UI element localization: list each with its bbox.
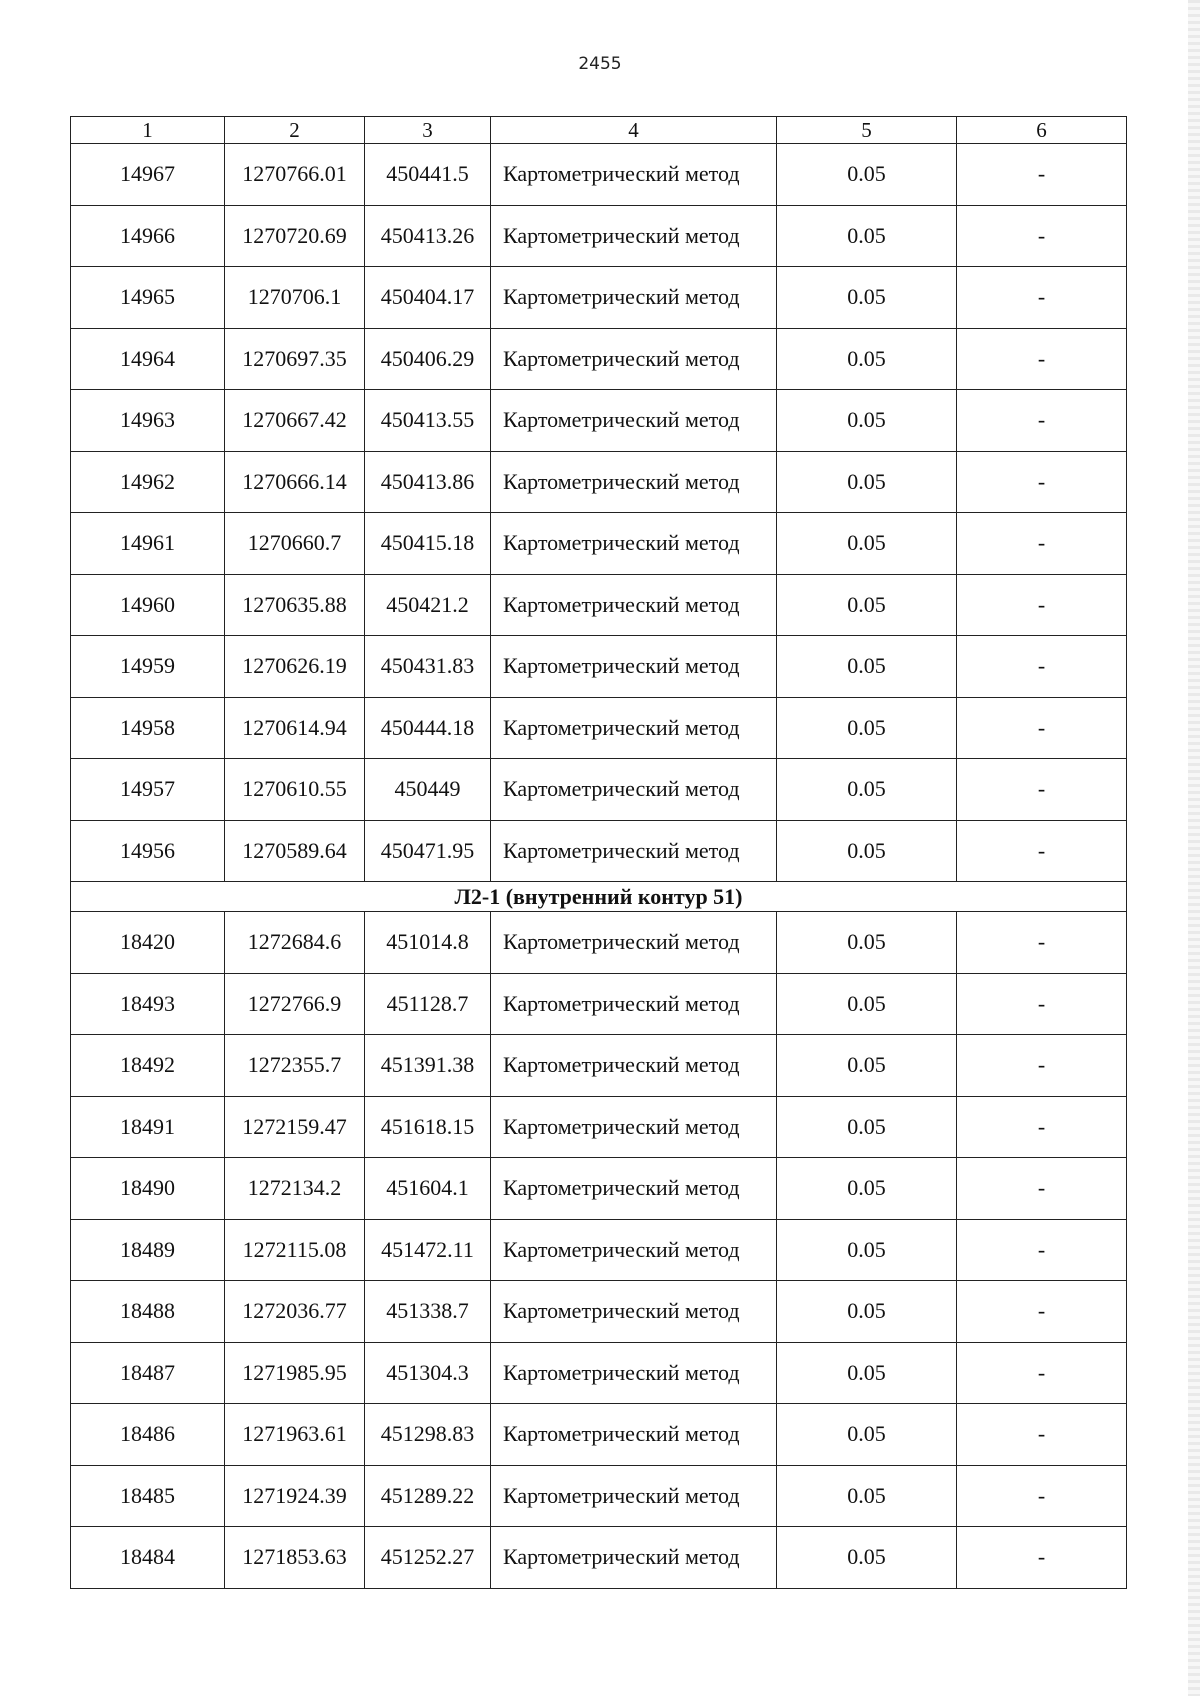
table-cell: 0.05 bbox=[777, 1158, 957, 1220]
table-cell: 1272159.47 bbox=[225, 1096, 365, 1158]
table-cell: - bbox=[957, 205, 1127, 267]
table-row bbox=[71, 144, 1127, 206]
table-cell: - bbox=[957, 144, 1127, 206]
table-cell: 451618.15 bbox=[365, 1096, 491, 1158]
table-cell: 451252.27 bbox=[365, 1527, 491, 1589]
column-header: 4 bbox=[491, 117, 777, 144]
table-cell: 0.05 bbox=[777, 912, 957, 974]
table-cell: 0.05 bbox=[777, 1096, 957, 1158]
table-row bbox=[71, 912, 1127, 974]
table-body bbox=[71, 144, 1127, 1589]
table-cell: 1270660.7 bbox=[225, 513, 365, 575]
table-cell: 451391.38 bbox=[365, 1035, 491, 1097]
table-cell: 1270635.88 bbox=[225, 574, 365, 636]
table-cell: Картометрический метод bbox=[491, 1219, 777, 1281]
table-cell: Картометрический метод bbox=[491, 759, 777, 821]
table-cell: 1272766.9 bbox=[225, 973, 365, 1035]
table-row bbox=[71, 205, 1127, 267]
table-cell: 1272036.77 bbox=[225, 1281, 365, 1343]
table-cell: Картометрический метод bbox=[491, 636, 777, 698]
table-cell: Картометрический метод bbox=[491, 1342, 777, 1404]
table-row bbox=[71, 1527, 1127, 1589]
table-cell: 0.05 bbox=[777, 267, 957, 329]
column-header: 5 bbox=[777, 117, 957, 144]
table-cell: 0.05 bbox=[777, 1527, 957, 1589]
table-cell: 1271963.61 bbox=[225, 1404, 365, 1466]
table-cell: 18487 bbox=[71, 1342, 225, 1404]
table-cell: 14966 bbox=[71, 205, 225, 267]
table-row bbox=[71, 451, 1127, 513]
table-cell: - bbox=[957, 1096, 1127, 1158]
table-cell: 450413.26 bbox=[365, 205, 491, 267]
table-row bbox=[71, 1281, 1127, 1343]
table-row bbox=[71, 390, 1127, 452]
table-cell: 1270667.42 bbox=[225, 390, 365, 452]
table-row bbox=[71, 1158, 1127, 1220]
column-header: 3 bbox=[365, 117, 491, 144]
coordinates-table bbox=[70, 116, 1127, 1589]
table-cell: Картометрический метод bbox=[491, 1158, 777, 1220]
table-cell: 1270614.94 bbox=[225, 697, 365, 759]
table-cell: - bbox=[957, 1527, 1127, 1589]
table-cell: 18492 bbox=[71, 1035, 225, 1097]
table-cell: 450421.2 bbox=[365, 574, 491, 636]
table-cell: Картометрический метод bbox=[491, 1096, 777, 1158]
table-cell: - bbox=[957, 1465, 1127, 1527]
table-cell: 14962 bbox=[71, 451, 225, 513]
table-row bbox=[71, 1219, 1127, 1281]
table-cell: 450441.5 bbox=[365, 144, 491, 206]
table-cell: 0.05 bbox=[777, 759, 957, 821]
table-cell: 450413.86 bbox=[365, 451, 491, 513]
table-cell: 1271853.63 bbox=[225, 1527, 365, 1589]
table-cell: 0.05 bbox=[777, 1342, 957, 1404]
table-cell: 0.05 bbox=[777, 1465, 957, 1527]
table-cell: 0.05 bbox=[777, 574, 957, 636]
table-cell: - bbox=[957, 1404, 1127, 1466]
table-cell: Картометрический метод bbox=[491, 205, 777, 267]
table-row bbox=[71, 1404, 1127, 1466]
table-row bbox=[71, 636, 1127, 698]
table-cell: 0.05 bbox=[777, 328, 957, 390]
table-cell: - bbox=[957, 390, 1127, 452]
table-cell: Картометрический метод bbox=[491, 1035, 777, 1097]
table-cell: 451338.7 bbox=[365, 1281, 491, 1343]
table-cell: 450413.55 bbox=[365, 390, 491, 452]
table-cell: 0.05 bbox=[777, 973, 957, 1035]
table-cell: 14956 bbox=[71, 820, 225, 882]
table-cell: 451014.8 bbox=[365, 912, 491, 974]
table-cell: 0.05 bbox=[777, 513, 957, 575]
column-header: 2 bbox=[225, 117, 365, 144]
table-cell: 1272355.7 bbox=[225, 1035, 365, 1097]
table-cell: 0.05 bbox=[777, 144, 957, 206]
table-cell: 1271924.39 bbox=[225, 1465, 365, 1527]
table-cell: 1270610.55 bbox=[225, 759, 365, 821]
table-cell: Картометрический метод bbox=[491, 144, 777, 206]
table-cell: 18490 bbox=[71, 1158, 225, 1220]
table-cell: 18420 bbox=[71, 912, 225, 974]
table-cell: - bbox=[957, 513, 1127, 575]
table-row bbox=[71, 1096, 1127, 1158]
section-title: Л2-1 (внутренний контур 51) bbox=[71, 882, 1127, 912]
table-row bbox=[71, 697, 1127, 759]
table-cell: 18493 bbox=[71, 973, 225, 1035]
table-cell: 18485 bbox=[71, 1465, 225, 1527]
table-cell: 18488 bbox=[71, 1281, 225, 1343]
table-cell: 14958 bbox=[71, 697, 225, 759]
table-cell: Картометрический метод bbox=[491, 574, 777, 636]
table-row bbox=[71, 820, 1127, 882]
scan-edge bbox=[1188, 0, 1200, 1696]
table-cell: 451298.83 bbox=[365, 1404, 491, 1466]
table-cell: 0.05 bbox=[777, 451, 957, 513]
table-cell: Картометрический метод bbox=[491, 1281, 777, 1343]
table-cell: 451304.3 bbox=[365, 1342, 491, 1404]
table-cell: 451289.22 bbox=[365, 1465, 491, 1527]
table-cell: 14964 bbox=[71, 328, 225, 390]
table-cell: - bbox=[957, 328, 1127, 390]
table-cell: 451128.7 bbox=[365, 973, 491, 1035]
table-cell: Картометрический метод bbox=[491, 1404, 777, 1466]
table-row bbox=[71, 328, 1127, 390]
table-cell: 450444.18 bbox=[365, 697, 491, 759]
column-header: 6 bbox=[957, 117, 1127, 144]
table-cell: 1270720.69 bbox=[225, 205, 365, 267]
table-cell: - bbox=[957, 1342, 1127, 1404]
table-header-row bbox=[71, 117, 1127, 144]
table-cell: - bbox=[957, 1035, 1127, 1097]
table-cell: 451472.11 bbox=[365, 1219, 491, 1281]
table-cell: - bbox=[957, 820, 1127, 882]
table-cell: 18489 bbox=[71, 1219, 225, 1281]
table-cell: - bbox=[957, 451, 1127, 513]
table-cell: 1270589.64 bbox=[225, 820, 365, 882]
table-cell: 1270666.14 bbox=[225, 451, 365, 513]
table-cell: 0.05 bbox=[777, 205, 957, 267]
table-cell: Картометрический метод bbox=[491, 973, 777, 1035]
table-cell: 1270626.19 bbox=[225, 636, 365, 698]
table-row bbox=[71, 1035, 1127, 1097]
table-cell: Картометрический метод bbox=[491, 1465, 777, 1527]
table-cell: 1271985.95 bbox=[225, 1342, 365, 1404]
table-cell: - bbox=[957, 1158, 1127, 1220]
table-cell: 1270697.35 bbox=[225, 328, 365, 390]
table-cell: 0.05 bbox=[777, 1404, 957, 1466]
table-cell: Картометрический метод bbox=[491, 697, 777, 759]
table-cell: 1270766.01 bbox=[225, 144, 365, 206]
table-cell: 450406.29 bbox=[365, 328, 491, 390]
table-cell: 14961 bbox=[71, 513, 225, 575]
table-cell: 14957 bbox=[71, 759, 225, 821]
table-cell: 14960 bbox=[71, 574, 225, 636]
page-number: 2455 bbox=[578, 54, 622, 74]
table-row bbox=[71, 973, 1127, 1035]
table-cell: Картометрический метод bbox=[491, 1527, 777, 1589]
table-cell: 450449 bbox=[365, 759, 491, 821]
table-cell: 14959 bbox=[71, 636, 225, 698]
table-cell: 14965 bbox=[71, 267, 225, 329]
table-cell: - bbox=[957, 912, 1127, 974]
table-cell: 1272684.6 bbox=[225, 912, 365, 974]
table-cell: - bbox=[957, 1219, 1127, 1281]
table-cell: 18491 bbox=[71, 1096, 225, 1158]
table-row bbox=[71, 759, 1127, 821]
table-cell: 450431.83 bbox=[365, 636, 491, 698]
table-cell: Картометрический метод bbox=[491, 513, 777, 575]
column-header: 1 bbox=[71, 117, 225, 144]
table-cell: - bbox=[957, 267, 1127, 329]
table-cell: Картометрический метод bbox=[491, 451, 777, 513]
table-cell: Картометрический метод bbox=[491, 328, 777, 390]
table-cell: 451604.1 bbox=[365, 1158, 491, 1220]
table-cell: 18486 bbox=[71, 1404, 225, 1466]
table-cell: - bbox=[957, 759, 1127, 821]
table-cell: 450471.95 bbox=[365, 820, 491, 882]
table-cell: 1272134.2 bbox=[225, 1158, 365, 1220]
table-cell: 1272115.08 bbox=[225, 1219, 365, 1281]
table-cell: - bbox=[957, 697, 1127, 759]
table-cell: - bbox=[957, 574, 1127, 636]
table-cell: Картометрический метод bbox=[491, 912, 777, 974]
table-cell: 0.05 bbox=[777, 636, 957, 698]
table-cell: - bbox=[957, 973, 1127, 1035]
table-row bbox=[71, 513, 1127, 575]
table-cell: 0.05 bbox=[777, 1219, 957, 1281]
table-cell: 450415.18 bbox=[365, 513, 491, 575]
table-cell: Картометрический метод bbox=[491, 390, 777, 452]
table-cell: Картометрический метод bbox=[491, 820, 777, 882]
table-cell: 0.05 bbox=[777, 390, 957, 452]
table-cell: 18484 bbox=[71, 1527, 225, 1589]
table-cell: - bbox=[957, 636, 1127, 698]
table-cell: 0.05 bbox=[777, 1035, 957, 1097]
table-row bbox=[71, 1342, 1127, 1404]
table-cell: 1270706.1 bbox=[225, 267, 365, 329]
table-cell: 0.05 bbox=[777, 820, 957, 882]
table-cell: 14967 bbox=[71, 144, 225, 206]
table-row bbox=[71, 267, 1127, 329]
table-cell: 450404.17 bbox=[365, 267, 491, 329]
table-cell: 0.05 bbox=[777, 1281, 957, 1343]
table-cell: - bbox=[957, 1281, 1127, 1343]
table-cell: Картометрический метод bbox=[491, 267, 777, 329]
table-row bbox=[71, 1465, 1127, 1527]
table-cell: 14963 bbox=[71, 390, 225, 452]
table-cell: 0.05 bbox=[777, 697, 957, 759]
table-row bbox=[71, 574, 1127, 636]
section-row bbox=[71, 882, 1127, 912]
